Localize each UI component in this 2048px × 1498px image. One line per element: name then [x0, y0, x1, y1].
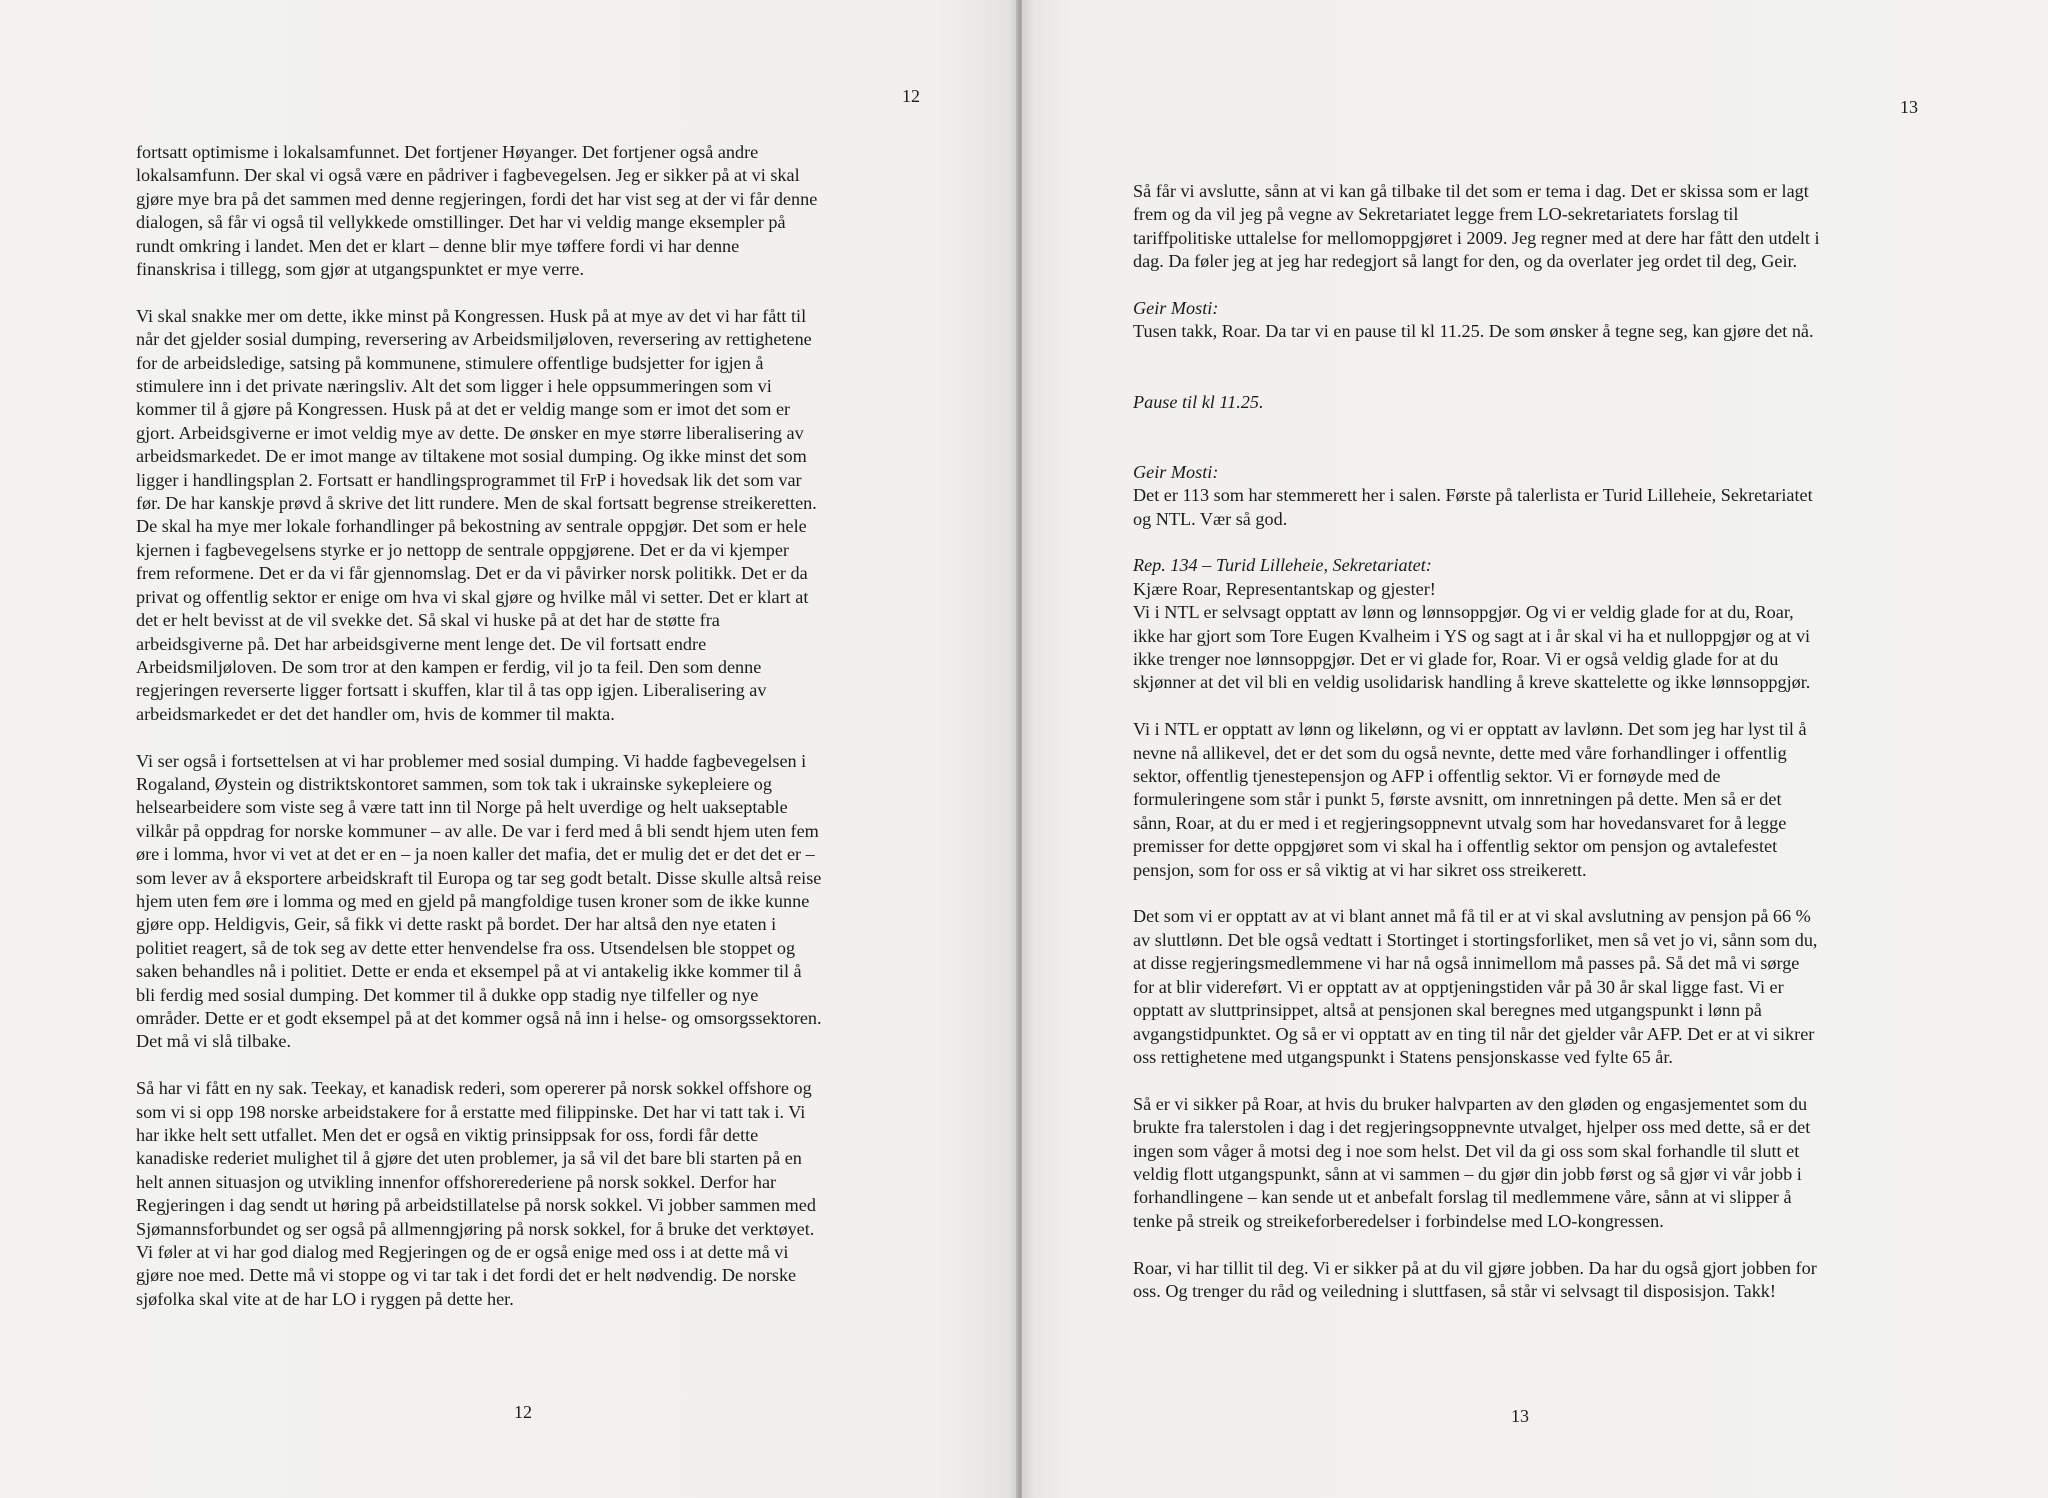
text-line: privat og offentlig sektor er enige om hva vi skal gjøre og hvilke mål vi setter. Det er klart at [136, 586, 809, 607]
text-line: oss rettighetene med utgangspunkt i Statens pensjonskasse ved fylte 65 år. [1133, 1046, 1673, 1067]
text-line: ligger i handlingsplan 2. Fortsatt er handlingsprogrammet til FrP i hovedsak lik det som var [136, 469, 802, 490]
text-line: har ikke helt sett utfallet. Men det er også en viktig prinsippsak for oss, fordi får dette [136, 1125, 759, 1146]
text-line: det er helt bevisst at de vil svekke det. Så skal vi huske på at det har de støtte fra [136, 610, 720, 631]
text-line: politiet reagert, så de tok seg av dette etter henvendelse fra oss. Utsendelsen ble stoppet og [136, 937, 796, 958]
page-number-top: 12 [902, 86, 920, 106]
text-line: gjøre opp. Heldigvis, Geir, så fikk vi dette raskt på bordet. Der har altså den nye etaten i [136, 914, 777, 935]
text-line: tenke på streik og streikeforberedelser i forbindelse med LO-kongressen. [1133, 1210, 1664, 1231]
text-line: Vi føler at vi har god dialog med Regjeringen og de er også enige med oss i at dette må vi [136, 1242, 789, 1263]
text-line: gjøre noe med. Dette må vi stoppe og vi tar tak i det fordi det er helt nødvendig. De norske [136, 1265, 797, 1286]
text-line: dialogen, så får vi også til vellykkede omstillinger. Det har vi veldig mange eksempler på [136, 212, 786, 233]
paragraph [1133, 1257, 1945, 1304]
pause-note: Pause til kl 11.25. [1133, 391, 1264, 412]
paragraph [1133, 554, 1945, 694]
text-line: Så er vi sikker på Roar, at hvis du bruker halvparten av den gløden og engasjementet som du [1133, 1093, 1808, 1114]
paragraph [136, 305, 918, 726]
text-line: Roar, vi har tillit til deg. Vi er sikker på at du vil gjøre jobben. Da har du også gjort jobben for [1133, 1257, 1817, 1278]
text-line: rundt omkring i landet. Men det er klart – denne blir mye tøffere fordi vi har denne [136, 235, 740, 256]
paragraph [136, 141, 918, 281]
text-line: Det er 113 som har stemmerett her i salen. Første på talerlista er Turid Lilleheie, Sekretariatet [1133, 485, 1813, 506]
speaker-name: Geir Mosti: [1133, 298, 1219, 319]
text-line: kjernen i fagbevegelsens styrke er jo nettopp de sentrale oppgjørene. Det er da vi kjemper [136, 539, 789, 560]
text-line: ingen som våger å motsi deg i noe som helst. Det vil da gi oss som skal forhandle til slutt et [1133, 1140, 1800, 1161]
left-page-body [136, 141, 918, 1335]
text-line: Arbeidsmiljøloven. De som tror at den kampen er ferdig, vil jo ta feil. Den som denne [136, 656, 762, 677]
spacer [1133, 367, 1945, 390]
text-line: frem reformene. Det er da vi får gjennomslag. Det er da vi påvirker norsk politikk. Det er da [136, 563, 808, 584]
text-line: finanskrisa i tillegg, som gjør at utgangspunktet er mye verre. [136, 259, 585, 280]
text-line: frem og da vil jeg på vegne av Sekretariatet legge frem LO-sekretariatets forslag til [1133, 204, 1739, 225]
text-line: når det gjelder sosial dumping, reversering av Arbeidsmiljøloven, reversering av rettighetene [136, 329, 812, 350]
text-line: Rogaland, Øystein og distriktskontoret sammen, som tok tak i ukrainske sykepleiere og [136, 773, 772, 794]
text-line: sektor, offentlig tjenestepensjon og AFP i offentlig sektor. Vi er fornøyde med de [1133, 766, 1721, 787]
text-line: kommer til å gjøre på Kongressen. Husk på at det er veldig mange som er imot det som er [136, 399, 791, 420]
text-line: bli ferdig med sosial dumping. Det kommer til å dukke opp stadig nye tilfeller og nye [136, 984, 759, 1005]
speaker-name: Geir Mosti: [1133, 461, 1219, 482]
text-line: at disse regjeringsmedlemmene vi har nå også innimellom må passes på. Så det må vi sørge [1133, 953, 1800, 974]
text-line: Tusen takk, Roar. Da tar vi en pause til kl 11.25. De som ønsker å tegne seg, kan gjøre det nå. [1133, 321, 1814, 342]
page-number-bottom: 12 [514, 1402, 532, 1422]
text-line: brukte fra talerstolen i dag i det regjeringsoppnevnte utvalget, hjelper oss med dette, så er det [1133, 1117, 1811, 1138]
text-line: dag. Da føler jeg at jeg har redegjort så langt for den, og da overlater jeg ordet til deg, Geir. [1133, 251, 1798, 272]
text-line: oss. Og trenger du råd og veiledning i sluttfasen, så står vi selvsagt til disposisjon. Takk! [1133, 1280, 1776, 1301]
text-line: kanadiske rederiet mulighet til å gjøre det uten problemer, ja så vil det bare bli starten på en [136, 1148, 802, 1169]
paragraph [1133, 391, 1945, 414]
text-line: formuleringene som står i punkt 5, første avsnitt, om innretningen på dette. Men så er det [1133, 789, 1782, 810]
text-line: arbeidsgiverne på. Det har arbeidsgiverne ment lenge det. De vil fortsatt endre [136, 633, 707, 654]
text-line: De skal ha mye mer lokale forhandlinger på bekostning av sentrale oppgjør. Det som er hele [136, 516, 807, 537]
text-line: Så får vi avslutte, sånn at vi kan gå tilbake til det som er tema i dag. Det er skissa som er lagt [1133, 181, 1809, 201]
text-line: helt annen situasjon og utvikling innenfor offshorerederiene på norsk sokkel. Derfor har [136, 1171, 777, 1192]
text-line: Det må vi slå tilbake. [136, 1031, 292, 1052]
text-line: sjøfolka skal vite at de har LO i ryggen på dette her. [136, 1288, 514, 1309]
text-line: saken behandles nå i politiet. Dette er enda et eksempel på at vi antakelig ikke kommer til å [136, 961, 802, 982]
paragraph [1133, 297, 1945, 344]
text-line: Kjære Roar, Representantskap og gjester! [1133, 578, 1436, 599]
text-line: hjem uten fem øre i lomma og med en gjeld på mangfoldige tusen kroner som de ikke kunne [136, 890, 810, 911]
text-line: før. De har kanskje prøvd å skrive det litt rundere. Men de skal fortsatt begrense streikeretten. [136, 493, 817, 514]
text-line: Vi ser også i fortsettelsen at vi har problemer med sosial dumping. Vi hadde fagbevegelsen i [136, 750, 807, 771]
text-line: arbeidsmarkedet er det det handler om, hvis de kommer til makta. [136, 703, 615, 724]
text-line: gjort. Arbeidsgiverne er imot veldig mye av dette. De ønsker en mye større liberalisering av [136, 422, 804, 443]
page-number-bottom: 13 [1511, 1406, 1529, 1426]
paragraph [1133, 718, 1945, 882]
text-line: premisser for dette oppgjøret som vi skal ha i offentlig sektor om pensjon og avtalefestet [1133, 836, 1778, 857]
text-line: tariffpolitiske uttalelse for mellomoppgjøret i 2009. Jeg regner med at dere har fått den utdelt i [1133, 227, 1820, 248]
text-line: stimulere inn i det private næringsliv. Alt det som ligger i hele oppsummeringen som vi [136, 376, 772, 397]
text-line: som vi si opp 198 norske arbeidstakere for å erstatte med filippinske. Det har vi tatt tak i. Vi [136, 1101, 806, 1122]
text-line: opptatt av sluttprinsippet, altså at pensjonen skal beregnes med utgangspunkt i lønn på [1133, 1000, 1762, 1021]
text-line: for at blir videreført. Vi er opptatt av at opptjeningstiden vår på 30 år skal ligge fast. Vi er [1133, 976, 1784, 997]
text-line: Vi i NTL er opptatt av lønn og likelønn, og vi er opptatt av lavlønn. Det som jeg har lyst til å [1133, 719, 1807, 740]
spacer [1133, 437, 1945, 460]
text-line: sånn, Roar, at du er med i et regjeringsoppnevnt utvalg som har hovedansvaret for å legge [1133, 812, 1787, 833]
text-line: ikke har gjort som Tore Eugen Kvalheim i YS og sagt at i år skal vi ha et nulloppgjør og at vi [1133, 625, 1811, 646]
paragraph [1133, 180, 1945, 274]
text-line: vilkår på oppdrag for norske kommuner – av alle. De var i ferd med å bli sendt hjem uten fem [136, 820, 819, 841]
text-line: av sluttlønn. Det ble også vedtatt i Stortinget i stortingsforliket, men så vet jo vi, sånn som du, [1133, 929, 1818, 950]
text-line: Sjømannsforbundet og ser også på allmenngjøring på norsk sokkel, for å bruke det verktøyet. [136, 1218, 815, 1239]
text-line: og NTL. Vær så god. [1133, 508, 1288, 529]
text-line: Regjeringen i dag sendt ut høring på arbeidstillatelse på norsk sokkel. Vi jobber sammen med [136, 1195, 816, 1216]
text-line: arbeidsmarkedet. De er imot mange av tiltakene mot sosial dumping. Og ikke minst det som [136, 446, 807, 467]
text-line: områder. Dette er et godt eksempel på at det kommer også nå inn i helse- og omsorgssektoren. [136, 1008, 822, 1028]
text-line: forhandlingene – kan sende ut et anbefalt forslag til medlemmene våre, sånn at vi slipper å [1133, 1187, 1792, 1208]
text-line: øre i lomma, hvor vi vet at det er en – ja noen kaller det mafia, det er mulig det er det det er – [136, 844, 815, 865]
text-line: nevne nå allikevel, det er det som du også nevnte, dette med våre forhandlinger i offentlig [1133, 742, 1787, 763]
text-line: for de arbeidsledige, satsing på kommunene, stimulere offentlige budsjetter for igjen å [136, 352, 764, 373]
paragraph [1133, 1093, 1945, 1233]
text-line: gjøre mye bra på det sammen med denne regjeringen, fordi det har vist seg at der vi får denne [136, 188, 818, 209]
right-page [1022, 0, 2048, 1498]
text-line: lokalsamfunn. Der skal vi også være en pådriver i fagbevegelsen. Jeg er sikker på at vi skal [136, 165, 800, 186]
paragraph [136, 1077, 918, 1311]
paragraph [1133, 905, 1945, 1069]
text-line: avgangstidpunktet. Og så er vi opptatt av en ting til når det gjelder vår AFP. Det er at vi sikrer [1133, 1023, 1815, 1044]
text-line: regjeringen reverserte ligger fortsatt i skuffen, klar til å tas opp igjen. Liberalisering av [136, 680, 767, 701]
speaker-name: Rep. 134 – Turid Lilleheie, Sekretariatet: [1133, 555, 1432, 576]
left-page [0, 0, 1018, 1498]
text-line: skjønner at det vil bli en veldig usolidarisk handling å kreve skattelette og ikke lønnsoppgjør. [1133, 672, 1811, 693]
text-line: Så har vi fått en ny sak. Teekay, et kanadisk rederi, som opererer på norsk sokkel offshore og [136, 1078, 812, 1099]
text-line: helsearbeidere som viste seg å være tatt inn til Norge på helt uverdige og helt uakseptable [136, 797, 788, 818]
page-number-top: 13 [1900, 97, 1918, 117]
right-page-body [1133, 180, 1945, 1327]
text-line: veldig flott utgangspunkt, sånn at vi sammen – du gjør din jobb først og så gjør vi vår jobb i [1133, 1163, 1802, 1184]
paragraph [1133, 461, 1945, 531]
text-line: fortsatt optimisme i lokalsamfunnet. Det fortjener Høyanger. Det fortjener også andre [136, 142, 759, 162]
text-line: pensjon, som for oss er så viktig at vi har sikret oss streikerett. [1133, 859, 1587, 880]
text-line: Det som vi er opptatt av at vi blant annet må få til er at vi skal avslutning av pensjon på 66 % [1133, 906, 1811, 927]
text-line: Vi i NTL er selvsagt opptatt av lønn og lønnsoppgjør. Og vi er veldig glade for at du, Roar, [1133, 602, 1794, 623]
text-line: som lever av å eksportere arbeidskraft til Europa og tar seg godt betalt. Disse skulle altså reise [136, 867, 822, 888]
text-line: Vi skal snakke mer om dette, ikke minst på Kongressen. Husk på at mye av det vi har fått til [136, 305, 807, 326]
text-line: ikke trenger noe lønnsoppgjør. Det er vi glade for, Roar. Vi er også veldig glade for at du [1133, 649, 1779, 670]
paragraph [136, 750, 918, 1054]
